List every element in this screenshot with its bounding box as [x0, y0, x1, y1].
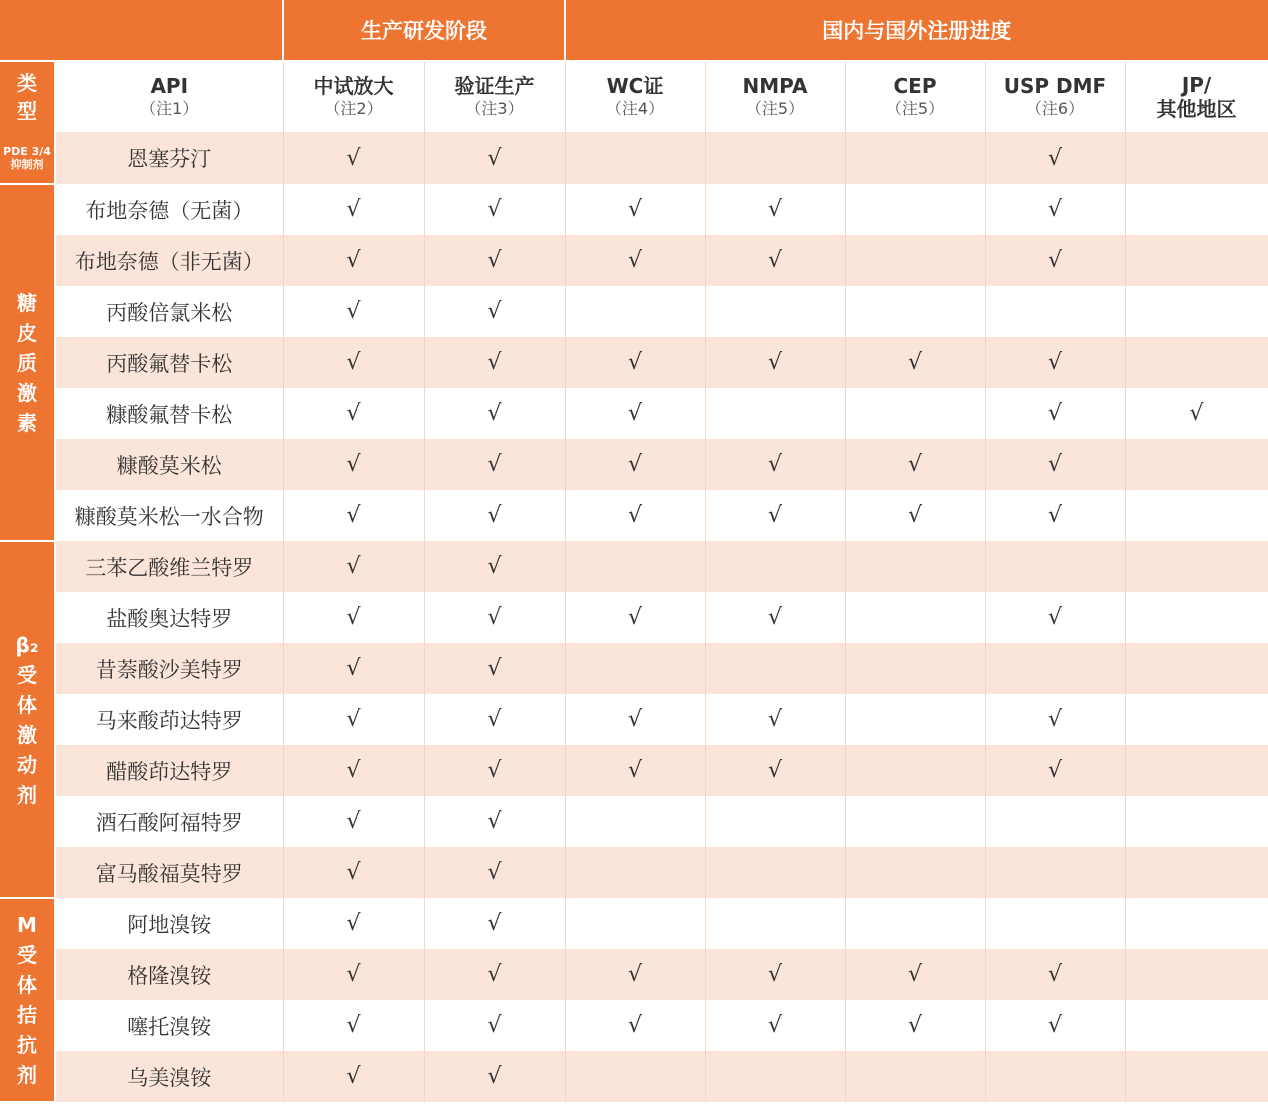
check-cell-pilot [283, 949, 424, 1000]
check-mark-icon: √ [767, 452, 783, 477]
api-name-cell: 丙酸氟替卡松 [55, 337, 283, 388]
check-cell-nmpa [705, 643, 845, 694]
check-cell-cep [845, 337, 985, 388]
check-cell-cep [845, 796, 985, 847]
check-cell-usp-dmf [985, 1000, 1125, 1051]
api-name-cell: 布地奈德（非无菌） [55, 235, 283, 286]
check-mark-icon: √ [907, 452, 923, 477]
check-mark-icon: √ [907, 1013, 923, 1038]
check-cell-wc [565, 286, 705, 337]
api-name-cell: 阿地溴铵 [55, 898, 283, 949]
check-mark-icon: √ [487, 503, 502, 528]
check-cell-nmpa [705, 388, 845, 439]
check-mark-icon: √ [487, 197, 502, 222]
check-cell-pilot [283, 796, 424, 847]
api-name-cell: 噻托溴铵 [55, 1000, 283, 1051]
check-cell-nmpa [705, 1051, 845, 1102]
check-mark-icon: √ [767, 605, 783, 630]
check-cell-wc [565, 388, 705, 439]
check-mark-icon: √ [346, 145, 361, 171]
col-header-usp-dmf-label: USP DMF [1003, 74, 1107, 98]
check-mark-icon: √ [907, 503, 923, 528]
category-cell [0, 132, 55, 184]
col-header-cep-note: （注5） [885, 99, 945, 118]
check-cell-cep [845, 132, 985, 184]
check-mark-icon: √ [487, 145, 502, 171]
check-mark-icon: √ [346, 248, 361, 273]
check-mark-icon: √ [627, 401, 643, 426]
check-cell-usp-dmf [985, 439, 1125, 490]
col-header-validation-label: 验证生产 [454, 74, 535, 98]
check-mark-icon: √ [1047, 452, 1063, 477]
category-cell [0, 898, 55, 1102]
check-cell-pilot [283, 1051, 424, 1102]
check-cell-jp-other [1125, 388, 1268, 439]
category-label: β₂ 受 体 激 动 剂 [15, 632, 39, 807]
col-header-usp-dmf-note: （注6） [1025, 99, 1085, 118]
check-cell-validation [424, 184, 565, 235]
header-group-stage: 生产研发阶段 [283, 0, 565, 61]
table-row [0, 745, 1268, 796]
check-cell-validation [424, 745, 565, 796]
api-name-cell: 乌美溴铵 [55, 1051, 283, 1102]
check-cell-cep [845, 439, 985, 490]
check-mark-icon: √ [346, 911, 361, 936]
check-mark-icon: √ [627, 1013, 643, 1038]
check-cell-jp-other [1125, 286, 1268, 337]
check-cell-usp-dmf [985, 235, 1125, 286]
table-body [0, 132, 1268, 1102]
check-cell-jp-other [1125, 439, 1268, 490]
check-cell-jp-other [1125, 337, 1268, 388]
check-cell-pilot [283, 745, 424, 796]
check-mark-icon: √ [346, 554, 361, 579]
table-row [0, 796, 1268, 847]
check-mark-icon: √ [346, 299, 361, 324]
check-cell-usp-dmf [985, 184, 1125, 235]
api-name-cell: 丙酸倍氯米松 [55, 286, 283, 337]
table-row [0, 184, 1268, 235]
check-cell-cep [845, 592, 985, 643]
api-name-cell: 布地奈德（无菌） [55, 184, 283, 235]
api-name-cell: 富马酸福莫特罗 [55, 847, 283, 898]
check-cell-nmpa [705, 847, 845, 898]
col-header-cep-label: CEP [893, 74, 937, 98]
check-mark-icon: √ [1189, 401, 1204, 426]
check-mark-icon: √ [1047, 248, 1063, 273]
col-header-usp-dmf [985, 61, 1125, 132]
check-mark-icon: √ [907, 350, 923, 375]
col-header-wc-note: （注4） [605, 99, 665, 118]
col-header-api-label: API [150, 74, 189, 98]
col-header-jp-other-label: JP/ 其他地区 [1156, 73, 1237, 121]
category-cell [0, 541, 55, 898]
check-mark-icon: √ [627, 707, 643, 732]
check-cell-jp-other [1125, 1051, 1268, 1102]
check-cell-pilot [283, 490, 424, 541]
check-cell-jp-other [1125, 490, 1268, 541]
table-row [0, 439, 1268, 490]
check-cell-wc [565, 337, 705, 388]
check-cell-nmpa [705, 592, 845, 643]
api-name-cell: 醋酸茚达特罗 [55, 745, 283, 796]
check-cell-pilot [283, 132, 424, 184]
category-label: PDE 3/4 抑制剂 [3, 144, 51, 171]
check-mark-icon: √ [487, 656, 502, 681]
check-cell-nmpa [705, 898, 845, 949]
check-cell-cep [845, 235, 985, 286]
api-name-cell: 恩塞芬汀 [55, 132, 283, 184]
check-cell-cep [845, 847, 985, 898]
check-cell-cep [845, 694, 985, 745]
check-cell-validation [424, 337, 565, 388]
check-cell-nmpa [705, 796, 845, 847]
check-mark-icon: √ [346, 962, 361, 987]
check-cell-validation [424, 541, 565, 592]
check-cell-nmpa [705, 337, 845, 388]
check-cell-validation [424, 592, 565, 643]
api-name-cell: 昔萘酸沙美特罗 [55, 643, 283, 694]
col-header-nmpa [705, 61, 845, 132]
check-cell-wc [565, 184, 705, 235]
check-mark-icon: √ [487, 809, 502, 834]
check-cell-jp-other [1125, 1000, 1268, 1051]
header-column-row [0, 61, 1268, 132]
check-mark-icon: √ [487, 554, 502, 579]
col-header-nmpa-label: NMPA [742, 74, 808, 98]
check-mark-icon: √ [1047, 962, 1063, 987]
col-header-type [0, 61, 55, 132]
table-row [0, 949, 1268, 1000]
check-cell-usp-dmf [985, 949, 1125, 1000]
check-mark-icon: √ [627, 452, 643, 477]
check-cell-pilot [283, 694, 424, 745]
check-cell-cep [845, 286, 985, 337]
col-header-api [55, 61, 283, 132]
check-mark-icon: √ [627, 248, 643, 273]
check-mark-icon: √ [346, 605, 361, 630]
check-cell-validation [424, 132, 565, 184]
check-mark-icon: √ [487, 1013, 502, 1038]
check-mark-icon: √ [767, 248, 783, 273]
check-cell-usp-dmf [985, 1051, 1125, 1102]
check-mark-icon: √ [1047, 707, 1063, 732]
check-cell-jp-other [1125, 847, 1268, 898]
check-cell-validation [424, 643, 565, 694]
check-mark-icon: √ [346, 860, 361, 885]
table-row [0, 132, 1268, 184]
table-row [0, 643, 1268, 694]
col-header-jp-other [1125, 61, 1268, 132]
category-label: 糖 皮 质 激 素 [17, 290, 37, 435]
check-cell-jp-other [1125, 132, 1268, 184]
check-mark-icon: √ [487, 452, 502, 477]
check-cell-cep [845, 184, 985, 235]
check-cell-nmpa [705, 132, 845, 184]
check-mark-icon: √ [487, 860, 502, 885]
table-row [0, 337, 1268, 388]
check-cell-pilot [283, 643, 424, 694]
check-cell-pilot [283, 388, 424, 439]
table-row [0, 847, 1268, 898]
check-cell-validation [424, 235, 565, 286]
check-mark-icon: √ [627, 503, 643, 528]
check-cell-pilot [283, 898, 424, 949]
col-header-wc-label: WC证 [606, 74, 664, 98]
check-mark-icon: √ [767, 758, 783, 783]
check-cell-wc [565, 643, 705, 694]
check-cell-validation [424, 796, 565, 847]
check-cell-usp-dmf [985, 490, 1125, 541]
check-cell-usp-dmf [985, 388, 1125, 439]
check-cell-jp-other [1125, 184, 1268, 235]
check-cell-wc [565, 898, 705, 949]
check-cell-jp-other [1125, 796, 1268, 847]
table-row [0, 388, 1268, 439]
check-cell-wc [565, 796, 705, 847]
col-header-api-note: （注1） [140, 99, 199, 118]
check-mark-icon: √ [487, 962, 502, 987]
check-cell-usp-dmf [985, 643, 1125, 694]
table-row [0, 541, 1268, 592]
check-mark-icon: √ [487, 1064, 502, 1089]
check-cell-usp-dmf [985, 796, 1125, 847]
check-cell-validation [424, 694, 565, 745]
check-mark-icon: √ [1047, 758, 1063, 783]
check-cell-wc [565, 1000, 705, 1051]
check-cell-usp-dmf [985, 132, 1125, 184]
check-cell-wc [565, 541, 705, 592]
check-mark-icon: √ [1047, 197, 1063, 222]
check-mark-icon: √ [346, 503, 361, 528]
check-cell-nmpa [705, 694, 845, 745]
check-mark-icon: √ [767, 707, 783, 732]
check-mark-icon: √ [627, 350, 643, 375]
table-row [0, 898, 1268, 949]
col-header-nmpa-note: （注5） [745, 99, 805, 118]
table-row [0, 694, 1268, 745]
check-cell-pilot [283, 337, 424, 388]
check-cell-validation [424, 286, 565, 337]
check-cell-nmpa [705, 286, 845, 337]
api-name-cell: 盐酸奥达特罗 [55, 592, 283, 643]
check-cell-wc [565, 694, 705, 745]
table-row [0, 592, 1268, 643]
check-cell-usp-dmf [985, 337, 1125, 388]
check-mark-icon: √ [346, 656, 361, 681]
col-header-wc [565, 61, 705, 132]
table-row [0, 490, 1268, 541]
check-cell-usp-dmf [985, 592, 1125, 643]
check-cell-wc [565, 490, 705, 541]
check-cell-validation [424, 1000, 565, 1051]
check-cell-validation [424, 847, 565, 898]
check-mark-icon: √ [767, 197, 783, 222]
check-cell-cep [845, 745, 985, 796]
check-cell-pilot [283, 541, 424, 592]
check-cell-nmpa [705, 235, 845, 286]
check-cell-wc [565, 1051, 705, 1102]
col-header-pilot-note: （注2） [324, 99, 383, 118]
check-mark-icon: √ [907, 962, 923, 987]
check-mark-icon: √ [1047, 1013, 1063, 1038]
check-mark-icon: √ [767, 1013, 783, 1038]
check-cell-cep [845, 388, 985, 439]
check-mark-icon: √ [767, 350, 783, 375]
header-group-row [0, 0, 1268, 61]
check-mark-icon: √ [346, 452, 361, 477]
check-mark-icon: √ [487, 299, 502, 324]
check-cell-cep [845, 1000, 985, 1051]
api-name-cell: 马来酸茚达特罗 [55, 694, 283, 745]
check-mark-icon: √ [767, 503, 783, 528]
check-cell-cep [845, 1051, 985, 1102]
check-mark-icon: √ [346, 401, 361, 426]
check-cell-usp-dmf [985, 286, 1125, 337]
check-mark-icon: √ [346, 707, 361, 732]
check-mark-icon: √ [487, 758, 502, 783]
check-cell-pilot [283, 1000, 424, 1051]
check-mark-icon: √ [487, 248, 502, 273]
check-cell-pilot [283, 286, 424, 337]
check-cell-jp-other [1125, 694, 1268, 745]
check-cell-usp-dmf [985, 898, 1125, 949]
check-mark-icon: √ [346, 758, 361, 783]
check-mark-icon: √ [487, 605, 502, 630]
check-mark-icon: √ [627, 605, 643, 630]
check-cell-validation [424, 439, 565, 490]
check-mark-icon: √ [1047, 350, 1063, 375]
col-header-cep [845, 61, 985, 132]
api-name-cell: 三苯乙酸维兰特罗 [55, 541, 283, 592]
check-mark-icon: √ [627, 962, 643, 987]
check-cell-wc [565, 949, 705, 1000]
check-mark-icon: √ [346, 1064, 361, 1089]
api-name-cell: 糠酸氟替卡松 [55, 388, 283, 439]
check-cell-usp-dmf [985, 745, 1125, 796]
check-cell-nmpa [705, 541, 845, 592]
check-cell-cep [845, 898, 985, 949]
check-cell-nmpa [705, 439, 845, 490]
check-cell-jp-other [1125, 643, 1268, 694]
check-cell-jp-other [1125, 541, 1268, 592]
check-cell-pilot [283, 439, 424, 490]
check-mark-icon: √ [487, 401, 502, 426]
header-group-registration: 国内与国外注册进度 [565, 0, 1268, 61]
header-corner [0, 0, 283, 61]
col-header-pilot-label: 中试放大 [313, 74, 394, 98]
check-cell-nmpa [705, 1000, 845, 1051]
check-cell-jp-other [1125, 235, 1268, 286]
check-mark-icon: √ [346, 350, 361, 375]
check-cell-validation [424, 388, 565, 439]
table-row [0, 286, 1268, 337]
check-cell-nmpa [705, 949, 845, 1000]
check-cell-jp-other [1125, 592, 1268, 643]
check-cell-validation [424, 1051, 565, 1102]
col-header-validation [424, 61, 565, 132]
check-cell-jp-other [1125, 949, 1268, 1000]
check-mark-icon: √ [627, 197, 643, 222]
table-row [0, 1051, 1268, 1102]
check-cell-nmpa [705, 490, 845, 541]
check-mark-icon: √ [767, 962, 783, 987]
category-cell [0, 184, 55, 541]
check-mark-icon: √ [1047, 503, 1063, 528]
check-cell-validation [424, 949, 565, 1000]
check-cell-usp-dmf [985, 694, 1125, 745]
check-cell-usp-dmf [985, 541, 1125, 592]
check-mark-icon: √ [1047, 605, 1063, 630]
check-cell-wc [565, 439, 705, 490]
check-cell-usp-dmf [985, 847, 1125, 898]
api-name-cell: 格隆溴铵 [55, 949, 283, 1000]
check-cell-cep [845, 643, 985, 694]
check-cell-wc [565, 847, 705, 898]
check-cell-jp-other [1125, 898, 1268, 949]
col-header-validation-note: （注3） [465, 99, 524, 118]
check-cell-cep [845, 490, 985, 541]
check-cell-pilot [283, 235, 424, 286]
check-cell-wc [565, 132, 705, 184]
table-row [0, 1000, 1268, 1051]
check-cell-pilot [283, 592, 424, 643]
check-cell-wc [565, 745, 705, 796]
category-label: M 受 体 拮 抗 剂 [17, 913, 37, 1087]
check-cell-nmpa [705, 745, 845, 796]
check-mark-icon: √ [1047, 145, 1063, 171]
table-row [0, 235, 1268, 286]
check-cell-pilot [283, 184, 424, 235]
col-header-pilot [283, 61, 424, 132]
check-mark-icon: √ [346, 1013, 361, 1038]
api-name-cell: 酒石酸阿福特罗 [55, 796, 283, 847]
check-cell-wc [565, 235, 705, 286]
check-mark-icon: √ [487, 911, 502, 936]
check-cell-cep [845, 949, 985, 1000]
check-cell-nmpa [705, 184, 845, 235]
check-mark-icon: √ [487, 707, 502, 732]
api-name-cell: 糠酸莫米松一水合物 [55, 490, 283, 541]
check-cell-cep [845, 541, 985, 592]
check-cell-validation [424, 898, 565, 949]
check-cell-jp-other [1125, 745, 1268, 796]
check-cell-validation [424, 490, 565, 541]
api-name-cell: 糠酸莫米松 [55, 439, 283, 490]
check-mark-icon: √ [1047, 401, 1063, 426]
check-mark-icon: √ [487, 350, 502, 375]
check-mark-icon: √ [627, 758, 643, 783]
check-mark-icon: √ [346, 809, 361, 834]
check-mark-icon: √ [346, 197, 361, 222]
col-header-type-label: 类型 [17, 71, 37, 123]
check-cell-wc [565, 592, 705, 643]
check-cell-pilot [283, 847, 424, 898]
